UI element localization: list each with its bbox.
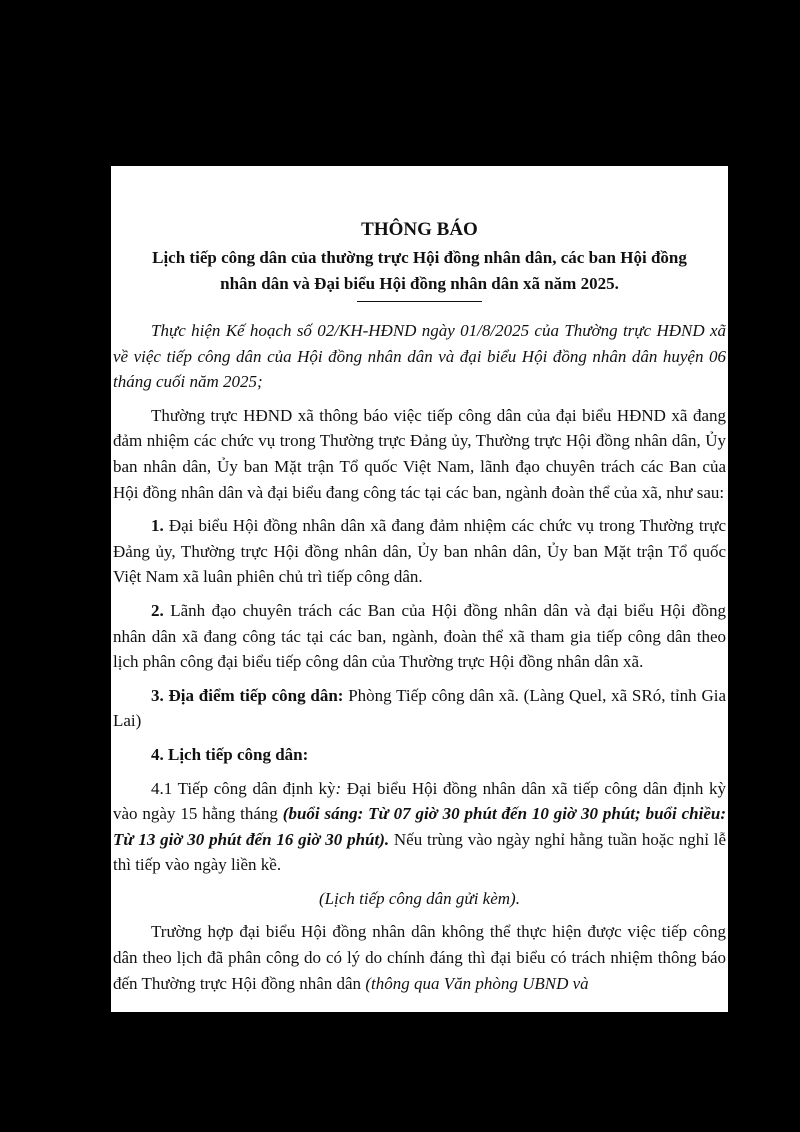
item-4-1-heading: 4.1 Tiếp công dân định kỳ <box>151 778 336 798</box>
item-4-1-text: Đại biểu Hội đồng nhân dân xã tiếp công dân định kỳ vào ngày 15 hằng tháng <box>113 778 727 824</box>
item-4-1-note: Nếu trùng vào ngày nghỉ hằng tuần hoặc nghỉ lễ thì tiếp vào ngày liền kề. <box>113 829 726 875</box>
item-4-label: 4. Lịch tiếp công dân: <box>151 744 309 764</box>
item-1 <box>113 513 726 590</box>
document-page <box>111 166 728 1012</box>
item-3 <box>113 683 726 734</box>
item-3-label: 3. Địa điểm tiếp công dân: <box>151 685 344 705</box>
item-2 <box>113 598 726 675</box>
item-4 <box>113 742 726 768</box>
title-divider <box>357 301 482 302</box>
paragraph-announcement: Thường trực HĐND xã thông báo việc tiếp công dân của đại biểu HĐND xã đang đảm nhiệm các chức vụ trong Thường trực Đảng ủy, Thường trực Hội đồng nhân dân, Ủy ban nhân dân, Ủy ban Mặt trận Tổ quốc Việt Nam, lãnh đạo chuyên trách các Ban của Hội đồng nhân dân và đại biểu đang công tác tại các ban, ngành đoàn thể của xã, như sau: <box>113 405 726 502</box>
item-1-text: Đại biểu Hội đồng nhân dân xã đang đảm nhiệm các chức vụ trong Thường trực Đảng ủy, Thường trực Hội đồng nhân dân, Ủy ban nhân dân, Ủy ban Mặt trận Tổ quốc Việt Nam xã luân phiên chủ trì tiếp công dân. <box>113 516 726 587</box>
intro-paragraph: Thực hiện Kế hoạch số 02/KH-HĐND ngày 01/8/2025 của Thường trực HĐND xã về việc tiếp công dân của Hội đồng nhân dân và đại biểu Hội đồng nhân dân huyện 06 tháng cuối năm 2025; <box>113 321 726 392</box>
attached-note: (Lịch tiếp công dân gửi kèm). <box>319 888 520 908</box>
document-title: THÔNG BÁO <box>361 219 478 240</box>
paragraph-last-text: Trường hợp đại biểu Hội đồng nhân dân không thể thực hiện được việc tiếp công dân theo lịch đã phân công do có lý do chính đáng thì đại biểu có trách nhiệm thông báo đến Thường trực Hội đồng nhân dân <box>113 922 726 993</box>
item-1-number: 1. <box>151 516 164 536</box>
paragraph-last-italic: (thông qua Văn phòng UBND và <box>365 973 589 993</box>
paragraph-last <box>113 919 726 996</box>
item-4-1-colon: : <box>335 778 342 798</box>
item-2-text: Lãnh đạo chuyên trách các Ban của Hội đồng nhân dân và đại biểu Hội đồng nhân dân xã đang công tác tại các ban, ngành, đoàn thể xã tham gia tiếp công dân theo lịch phân công đại biểu tiếp công dân của Thường trực Hội đồng nhân dân xã. <box>113 600 726 672</box>
item-3-text: Phòng Tiếp công dân xã. (Làng Quel, xã SRó, tỉnh Gia Lai) <box>113 685 726 731</box>
document-subtitle: Lịch tiếp công dân của thường trực Hội đồng nhân dân, các ban Hội đồng nhân dân và Đại biểu Hội đồng nhân dân xã năm 2025. <box>152 248 687 293</box>
item-4-1 <box>113 776 726 878</box>
item-4-1-time: (buổi sáng: Từ 07 giờ 30 phút đến 10 giờ 30 phút; buổi chiều: Từ 13 giờ 30 phút đến 16 giờ 30 phút). <box>113 804 727 849</box>
item-2-number: 2. <box>151 600 164 620</box>
